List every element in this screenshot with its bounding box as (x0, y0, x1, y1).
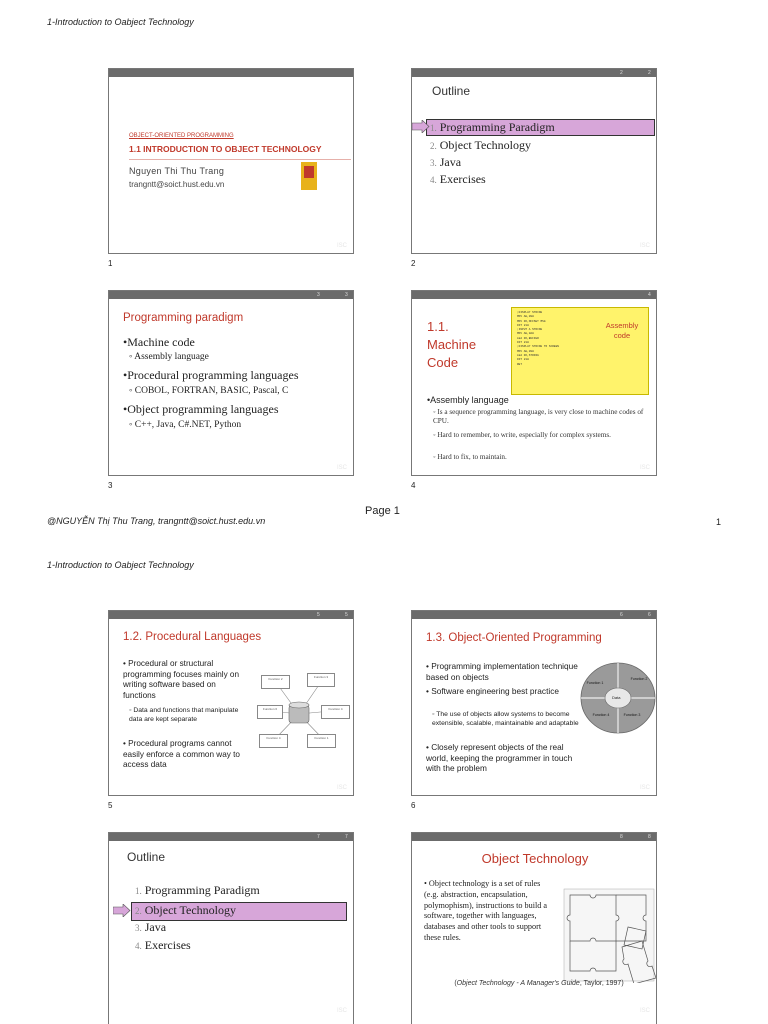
slide-number: 1 (108, 259, 113, 268)
sub-bullet: ◦ Assembly language (129, 352, 209, 362)
citation: (Object Technology - A Manager's Guide, Taylor, 1997) (454, 980, 624, 987)
author-name: Nguyen Thi Thu Trang (129, 166, 225, 176)
arrow-right-icon (113, 904, 131, 917)
sub-bullet: ◦ COBOL, FORTRAN, BASIC, Pascal, C (129, 386, 289, 396)
slide-1: OBJECT-ORIENTED PROGRAMMING 1.1 INTRODUCTION TO OBJECT TECHNOLOGY Nguyen Thi Thu Trang trangntt@soict.hust.edu.vn ISC (108, 68, 354, 254)
function-box: Function 2 (261, 675, 290, 689)
assembly-code-note (511, 307, 649, 395)
footer-page: 1 (716, 517, 722, 527)
slide-number: 4 (411, 481, 416, 490)
university-logo (301, 162, 317, 190)
author-email: trangntt@soict.hust.edu.vn (129, 180, 225, 189)
note-label: Assembly code (605, 321, 639, 340)
slide-5: 5 5 1.2. Procedural Languages • Procedural or structural programming focuses mainly on writing software based on functions ◦ Data and functions that manipulate data are kept separate • Procedural programs cannot easily enforce a common way to access data Function 2 Function 3 Function 6 Function 4 Function 4 Function 1 ISC (108, 610, 354, 796)
slide-4: 4 1.1. Machine Code ;DISPLAY STRING MOV AH,09H MOV DX,OFFSET MSG INT 21H ;INPUT A STRING MOV AH,0AH LEA DX,BUFFER INT 21H ;DISPLAY STRING TO SCREEN MOV AH,09H LEA DX,STRING INT 21H RET Assembly code •Assembly language ◦ Is a sequence programming language, is very close to machine codes of CPU. ◦ Hard to remember, to write, especially for complex systems. ◦ Hard to fix, to maintain. ISC (411, 290, 657, 476)
outline-title: Outline (432, 84, 471, 98)
outline-item-3: 3. Java (135, 920, 167, 934)
outline-item-1: 1. Programming Paradigm (430, 120, 555, 134)
outline-item-2: 2. Object Technology (135, 903, 236, 917)
circle-q4: Function 3 (623, 713, 641, 717)
slide-7: 7 7 Outline 1. Programming Paradigm 2. Object Technology 3. Java 4. Exercises ISC (108, 832, 354, 1024)
outline-title: Outline (127, 850, 166, 864)
slide-title: 1.3. Object-Oriented Programming (426, 632, 602, 644)
code-listing: ;DISPLAY STRING MOV AH,09H MOV DX,OFFSET MSG INT 21H ;INPUT A STRING MOV AH,0AH LEA DX,BUFFER INT 21H ;DISPLAY STRING TO SCREEN MOV AH,09H LEA DX,STRING INT 21H RET (517, 311, 559, 366)
bullet-object: •Object programming languages (123, 402, 279, 416)
slide-title: Programming paradigm (123, 312, 244, 324)
bullet-1: • Object technology is a set of rules (e.g. abstraction, encapsulation, polymophism), instructions to build a software, together with languages, databases and other tools to support these rules. (424, 879, 548, 942)
bullet-1: • Programming implementation technique based on objects (426, 661, 578, 682)
bullet-assembly: •Assembly language (427, 395, 509, 405)
page-label: Page 1 (365, 505, 400, 517)
sub-bullet: ◦ Data and functions that manipulate data are kept separate (129, 707, 239, 723)
circle-center: Data (612, 695, 621, 700)
slide-title: Object Technology (481, 851, 589, 866)
sub-bullet: ◦ The use of objects allow systems to become extensible, scalable, maintainable and adaptable (432, 711, 579, 727)
circle-q3: Function 4 (592, 713, 610, 717)
course-label: OBJECT-ORIENTED PROGRAMMING (129, 133, 234, 139)
bullet-procedural: •Procedural programming languages (123, 368, 299, 382)
function-box: Function 1 (307, 734, 336, 748)
slide-number: 6 (411, 801, 416, 810)
sub-bullet: ◦ Hard to remember, to write, especially for complex systems. (433, 431, 611, 439)
bullet-2: • Procedural programs cannot easily enforce a common way to access data (123, 739, 240, 769)
slide-6: 6 6 1.3. Object-Oriented Programming • Programming implementation technique based on objects • Software engineering best practice ◦ The use of objects allow systems to become extensible, scalable, maintainable and adaptable • Closely represent objects of the real world, keeping the programmer in touch with the problem Data Function 1 Function 2 Function 4 Function 3 ISC (411, 610, 657, 796)
bullet-machine-code: •Machine code (123, 335, 195, 349)
function-box: Function 4 (259, 734, 288, 748)
slide-3: 3 3 Programming paradigm •Machine code ◦ Assembly language •Procedural programming languages ◦ COBOL, FORTRAN, BASIC, Pascal, C •Object programming languages ◦ C++, Java, C#.NET, Python ISC (108, 290, 354, 476)
outline-item-1: 1. Programming Paradigm (135, 883, 260, 897)
outline-item-4: 4. Exercises (135, 938, 191, 952)
slide-bar-number: 2 (620, 70, 623, 76)
slide-8: 8 8 Object Technology • Object technology is a set of rules (e.g. abstraction, encapsulation, polymophism), instructions to build a software, together with languages, databases and other tools to support these rules. (Object Technology - A Manager's Guide, Taylor, 1997) ISC (411, 832, 657, 1024)
outline-item-2: 2. Object Technology (430, 138, 531, 152)
arrow-right-icon (412, 120, 430, 133)
bullet-3: • Closely represent objects of the real world, keeping the programmer in touch with the problem (426, 742, 573, 773)
circle-q1: Function 1 (586, 681, 604, 685)
slide-number: 5 (108, 801, 113, 810)
outline-item-4: 4. Exercises (430, 172, 486, 186)
page-header-2: 1-Introduction to Oabject Technology (47, 560, 194, 570)
bullet-2: • Software engineering best practice (426, 686, 559, 696)
sub-bullet: ◦ Is a sequence programming language, is very close to machine codes of CPU. (433, 408, 644, 425)
bullet-1: • Procedural or structural programming focuses mainly on writing software based on functions (123, 659, 240, 700)
footer-author: @NGUYỄN Thị Thu Trang, trangntt@soict.hust.edu.vn (47, 516, 266, 526)
slide-title: 1.2. Procedural Languages (123, 631, 262, 643)
function-box: Function 4 (321, 705, 350, 719)
puzzle-image (562, 887, 656, 983)
sub-bullet: ◦ C++, Java, C#.NET, Python (129, 420, 242, 430)
slide-2: 2 2 Outline 1. Programming Paradigm 2. Object Technology 3. Java 4. Exercises ISC (411, 68, 657, 254)
outline-item-3: 3. Java (430, 155, 462, 169)
circle-q2: Function 2 (630, 677, 648, 681)
page-header: 1-Introduction to Oabject Technology (47, 17, 194, 27)
slide-number: 2 (411, 259, 416, 268)
function-box: Function 3 (307, 673, 335, 687)
sub-bullet: ◦ Hard to fix, to maintain. (433, 453, 507, 461)
function-box: Function 6 (257, 705, 283, 719)
slide-number: 3 (108, 481, 113, 490)
slide-title: 1.1. Machine Code (427, 319, 477, 370)
slide-title: 1.1 INTRODUCTION TO OBJECT TECHNOLOGY (129, 144, 322, 154)
